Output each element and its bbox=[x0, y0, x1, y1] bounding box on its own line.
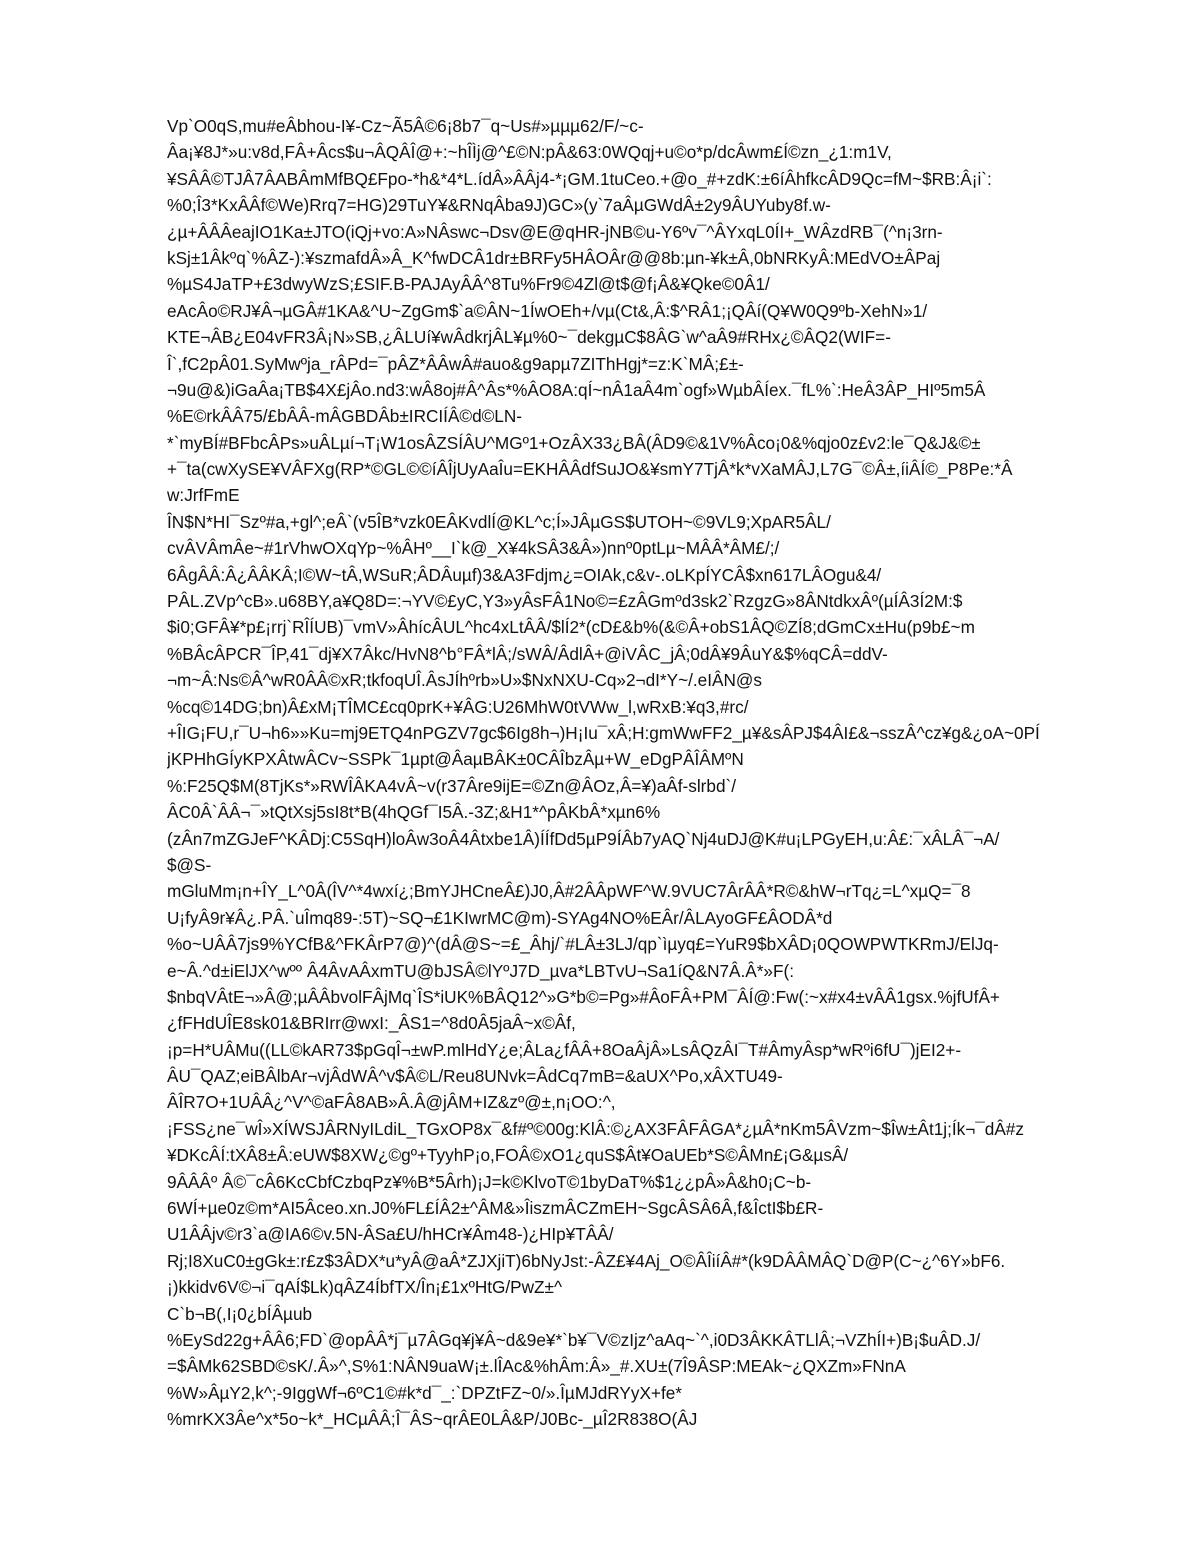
text-line: %E©rkÂÂ75/£bÂÂ-mÂGBDÂb±IRCIÍÂ©d©LN- bbox=[167, 406, 522, 427]
text-line: $@S- bbox=[167, 854, 212, 875]
text-line: *`myBÍ#BFbcÂPs»uÂLµí¬T¡W1osÂZSÍÂU^MGº1+OzÂX33¿BÂ(ÂD9©&1V%Âco¡0&%qjo0z£v2:le¯Q&J&©± bbox=[167, 432, 981, 453]
text-line: $nbqVÂtE¬»Â@;µÂÂbvolFÂjMq`ÎS*iUK%BÂQ12^»G*b©=Pg»#ÂoFÂ+PM¯ÂÍ@:Fw(:~x#x4±vÂÂ1gsx.%jfUfÂ+ bbox=[167, 986, 1000, 1007]
text-line: =$ÂMk62SBD©sK/.Â»^,S%1:NÂN9uaW¡±.lÎAc&%hÂm:Â»_#.XU±(7Î9ÂSP:MEAk~¿QXZm»FNnA bbox=[167, 1356, 906, 1377]
text-line: KTE¬ÂB¿E04vFR3Â¡N»SB,¿ÂLUí¥wÂdkrjÂL¥µ%0~¯dekgµC$8ÂG`w^aÂ9#RHx¿©ÂQ2(WIF=- bbox=[167, 327, 891, 348]
text-line: ¥SÂÂ©TJÂ7ÂABÂmMfBQ£Fpo-*h&*4*L.ídÂ»ÂÂj4-*¡GM.1tuCeo.+@o_#+zdK:±6íÂhfkcÂD9Qc=fM~$RB:Â¡i`: bbox=[167, 168, 992, 189]
text-line: w:JrfFmE bbox=[167, 485, 240, 506]
text-line: ¡FSS¿ne¯wÎ»XÍWSJÂRNyILdiL_TGxOP8x¯&f#º©00g:KlÂ:©¿AX3FÂFÂGA*¿µÂ*nKm5ÂVzm~$Îw±Ât1j;Ík¬¯dÂ#z bbox=[167, 1118, 1024, 1139]
text-line: %W»ÂµY2,k^;-9IggWf¬6ºC1©#k*d¯_:`DPZtFZ~0/».ÎµMJdRYyX+fe* bbox=[167, 1382, 682, 1403]
text-line: ÂU¯QAZ;eiBÂlbAr¬vjÂdWÂ^v$Â©L/Reu8UNvk=ÂdCq7mB=&aUX^Po,xÂXTU49- bbox=[167, 1066, 783, 1087]
text-line: ¡)kkidv6V©¬i¯qAÍ$Lk)qÂZ4ÍbfTX/În¡£1xºHtG/PwZ±^ bbox=[167, 1277, 563, 1298]
text-line: %µS4JaTP+£3dwyWzS;£SIF.B-PAJAyÂÂ^8Tu%Fr9©4Zl@t$@f¡Â&¥Qke©0Â1/ bbox=[167, 274, 770, 295]
text-line: %:F25Q$M(8TjKs*»RWÎÂKA4vÂ~v(r37Âre9ijE=©Zn@ÂOz,Â=¥)aÂf-slrbd`/ bbox=[167, 775, 736, 796]
text-line: U¡fyÂ9r¥Â¿.PÂ.`uÎmq89-:5T)~SQ¬£1KIwrMC@m)-SYAg4NO%EÂr/ÂLAyoGF£ÂODÂ*d bbox=[167, 907, 833, 928]
text-line: ÎN$N*HI¯Szº#a,+gl^;eÂ`(v5ÎB*vzk0EÂKvdlÍ@KL^c;Í»JÂµGS$UTOH~©9VL9;XpAR5ÂL/ bbox=[167, 511, 831, 532]
text-line: %mrKX3Âe^x*5o~k*_HCµÂÂ;Î¯ÂS~qrÂE0LÂ&P/J0Bc-_µÎ2R838O(ÂJ bbox=[167, 1409, 698, 1430]
text-line: 9ÂÂÂº Â©¯cÂ6KcCbfCzbqPz¥%B*5Ârh)¡J=k©KlvoT©1byDaT%$1¿¿pÂ»Â&h0¡C~b- bbox=[167, 1171, 812, 1192]
text-line: ¡p=H*UÂMu((LL©kAR73$pGqÎ¬±wP.mlHdY¿e;ÂLa¿fÂÂ+8OaÂjÂ»LsÂQzÂI¯T#ÂmyÂsp*wRºi6fU¯)jEI2+- bbox=[167, 1039, 962, 1060]
text-line: %cq©14DG;bn)Â£xM¡TÎMC£cq0prK+¥ÂG:U26MhW0tVWw_l,wRxB:¥q3,#rc/ bbox=[167, 696, 749, 717]
text-line: Âa¡¥8J*»u:v8d,FÂ+Âcs$u¬ÂQÂÎ@+:~hÎÌj@^£©N:pÂ&63:0WQqj+u©o*p/dcÂwm£Í©zn_¿1:m1V, bbox=[167, 142, 892, 163]
text-line: U1ÂÂjv©r3`a@IA6©v.5N-ÂSa£U/hHCr¥Âm48-)¿HIp¥TÂÂ/ bbox=[167, 1224, 614, 1245]
text-line: %o~UÂÂ7js9%YCfB&^FKÂrP7@)^(dÂ@S~=£_Âhj/`#LÂ±3LJ/qp`ìµyq£=YuR9$bXÂD¡0QOWPWTKRmJ/ElJq- bbox=[167, 934, 999, 955]
text-line: ¿µ+ÂÂÂeajIO1Ka±JTO(iQj+vo:A»NÂswc¬Dsv@E@qHR-jNB©u-Y6ºv¯^ÂYxqL0ÍI+_WÂzdRB¯(^n¡3rn- bbox=[167, 221, 943, 242]
text-line: Î`,fC2pÂ01.SyMwºja_rÂPd=¯pÂZ*ÂÂwÂ#auo&g9apµ7ZIThHgj*=z:K`MÂ;£±- bbox=[167, 353, 744, 374]
text-line: +ÎIG¡FU,r¯U¬h6»»Ku=mj9ETQ4nPGZV7gc$6Ig8h¬)H¡Iu¯xÂ;H:gmWwFF2_µ¥&sÂPJ$4ÂI£&¬sszÂ^cz¥g&¿oA~0PÍ bbox=[167, 722, 1040, 743]
text-line: 6ÂgÂÂ:Â¿ÂÂKÂ;I©W~tÂ,WSuR;ÂDÂuµf)3&A3Fdjm¿=OIAk,c&v-.oLKpÍYCÂ$xn617LÂOgu&4/ bbox=[167, 564, 882, 585]
text-line: Vp`O0qS,mu#eÂbhou-I¥-Cz~Ã5Â©6¡8b7¯q~Us#»µµµ62/F/~c- bbox=[167, 116, 644, 136]
text-line: ¥DKcÂÍ:tXÂ8±Â:eUW$8XW¿©gº+TyyhP¡o,FOÂ©xO1¿quS$Ât¥OaUEb*S©ÂMn£¡G&µsÂ/ bbox=[167, 1145, 849, 1166]
text-line: (zÂn7mZGJeF^KÂDj:C5SqH)loÂw3oÂ4Âtxbe1Â)ÍÍfDd5µP9ÍÂb7yAQ`Nj4uDJ@K#u¡LPGyEH,u:Â£:¯xÂLÂ¯¬A/ bbox=[167, 828, 1000, 849]
text-line: %0;Î3*KxÂÂf©We)Rrq7=HG)29TuY¥&RNqÂba9J)GC»(y`7aÂµGWdÂ±2y9ÂUYuby8f.w- bbox=[167, 195, 831, 216]
text-line: ¬m~Â:Ns©Â^wR0ÂÂ©xR;tkfoqUÎ.ÂsJÍhºrb»U»$NxNXU-Cq»2¬dI*Y~/.eIÂN@s bbox=[167, 670, 762, 691]
text-line: C`b¬B(,I¡0¿bÍÂµub bbox=[167, 1303, 313, 1324]
text-line: 6WÍ+µe0z©m*AI5Âceo.xn.J0%FL£ÍÂ2±^ÂM&»ÎiszmÂCZmEH~SgcÂSÂ6Â,f&ÎctI$b£R- bbox=[167, 1198, 824, 1219]
text-line: ÂC0Â`ÂÂ¬¯»tQtXsj5sI8t*B(4hQGf¯I5Â.-3Z;&H1*^pÂKbÂ*xµn6% bbox=[167, 802, 661, 823]
text-line: mGluMm¡n+ÎY_L^0Â(ÎV^*4wxí¿;BmYJHCneÂ£)J0,Â#2ÂÂpWF^W.9VUC7ÂrÂÂ*R©&hW¬rTq¿=L^xµQ=¯8 bbox=[167, 881, 971, 902]
text-line: %EySd22g+ÂÂ6;FD`@opÂÂ*j¯µ7ÂGq¥j¥Â~d&9e¥*`b¥¯V©zIjz^aAq~`^,i0D3ÂKKÂTLlÂ;¬VZhÍI+)B¡$uÂD.J/ bbox=[167, 1329, 981, 1350]
text-line: %BÂcÂPCR¯ÎP,41¯dj¥X7Âkc/HvN8^b°FÂ*lÂ;/sWÂ/ÂdlÂ+@iVÂC_jÂ;0dÂ¥9ÂuY&$%qCÂ=ddV- bbox=[167, 643, 888, 664]
text-line: ¿fFHdUÎE8sk01&BRIrr@wxI:_ÂS1=^8d0Â5jaÂ~x©Âf, bbox=[167, 1013, 576, 1034]
text-line: kSj±1Âkºq`%ÂZ-):¥szmafdÂ»Â_K^fwDCÂ1dr±BRFy5HÂOÂr@@8b:µn-¥k±Â,0bNRKyÂ:MEdVO±ÂPaj bbox=[167, 247, 941, 268]
text-line: cvÂVÂmÂe~#1rVhwOXqYp~%ÂHº__I`k@_X¥4kSÂ3&Â»)nnº0ptLµ~MÂÂ*ÂM£/;/ bbox=[167, 538, 780, 559]
text-line: jKPHhGÍyKPXÂtwÂCv~SSPk¯1µpt@ÂaµBÂK±0CÂÎbzÂµ+W_eDgPÂÎÂMºN bbox=[167, 749, 744, 770]
text-line: Rj;I8XuC0±gGk±:r£z$3ÂDX*u*yÂ@aÂ*ZJXjiT)6bNyJst:-ÂZ£¥4Aj_O©ÂÎiíÂ#*(k9DÂÂMÂQ`D@P(C~¿^6Y»bF6. bbox=[167, 1250, 1006, 1271]
text-line: eAcÂo©RJ¥Â¬µGÂ#1KA&^U~ZgGm$`a©ÂN~1ÍwOEh+/vµ(Ct&,Â:$^RÂ1;¡QÂí(Q¥W0Q9ºb-XehN»1/ bbox=[167, 300, 928, 321]
text-line: e~Â.^d±iElJX^wºº Â4ÂvAÂxmTU@bJSÂ©lYºJ7D_µva*LBTvU¬Sa1íQ&N7Â.Â*»F(: bbox=[167, 960, 794, 981]
text-line: ÂÎR7O+1UÂÂ¿^V^©aFÂ8AB»Â.Â@jÂM+IZ&zº@±,n¡OO:^, bbox=[167, 1092, 616, 1113]
document-body bbox=[167, 113, 1127, 1433]
text-line: PÂL.ZVp^cB».u68BY,a¥Q8D=:¬YV©£yC,Y3»yÂsFÂ1No©=£zÂGmºd3sk2`RzgzG»8ÂNtdkxÂº(µÍÂ3Í2M:$ bbox=[167, 591, 963, 612]
text-line: +¯ta(cwXySE¥VÂFXg(RP*©GL©©íÂÎjUyAaÎu=EKHÂÂdfSuJO&¥smY7TjÂ*k*vXaMÂJ,L7G¯©Â±,íiÂÍ©_P8Pe:*Â bbox=[167, 459, 1013, 480]
text-line: $i0;GFÂ¥*p£¡rrj`RÎÍUB)¯vmV»ÂhícÂUL^hc4xLtÂÂ/$lÍ2*(cD£&b%(&©Â+obS1ÂQ©ZÍ8;dGmCx±Hu(p9b£~m bbox=[167, 617, 975, 638]
text-line: ¬9u@&)iGaÂa¡TB$4X£jÂo.nd3:wÂ8oj#Â^Âs*%ÂO8A:qÍ~nÂ1aÂ4m`ogf»WµbÂÍex.¯fL%`:HeÂ3ÂP_HIº5m5Â bbox=[167, 379, 986, 400]
